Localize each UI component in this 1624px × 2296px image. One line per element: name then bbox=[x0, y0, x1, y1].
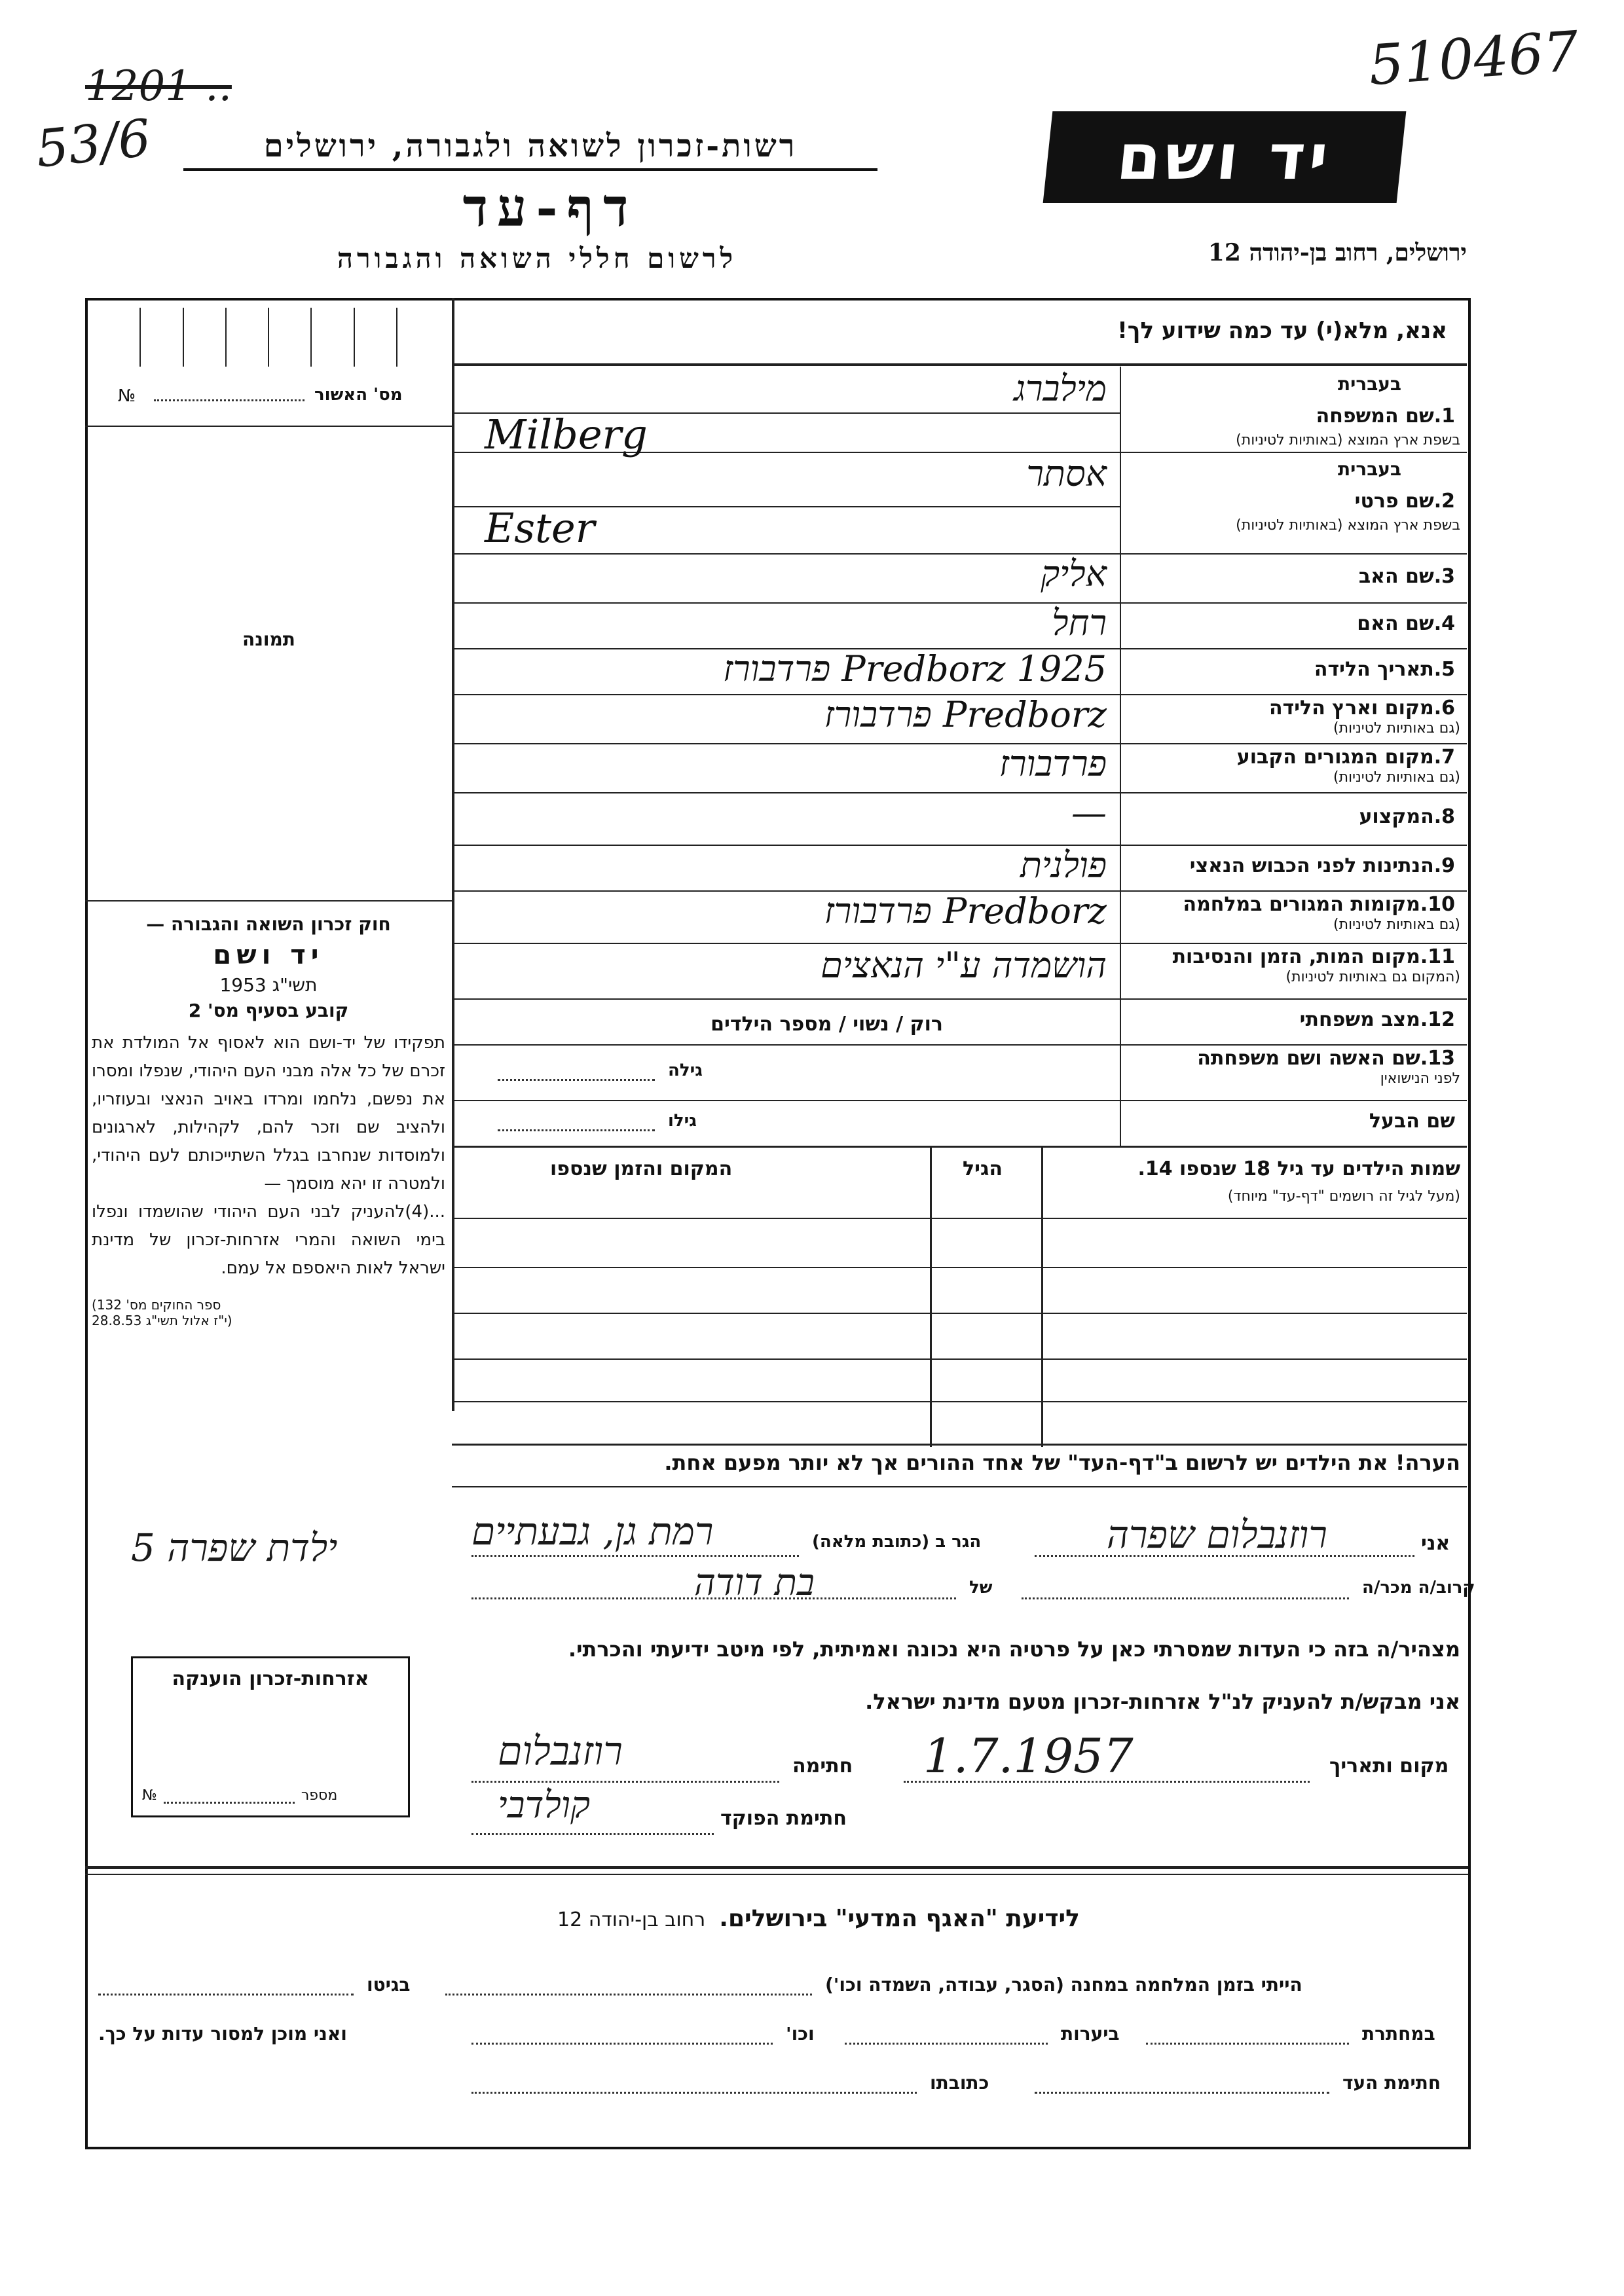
side-note: 5 ילדת שפרה bbox=[131, 1525, 338, 1570]
field-value: פולנית bbox=[1020, 845, 1107, 886]
field-label-text: מקום המגורים הקבוע bbox=[1236, 746, 1434, 769]
field-label-text: שם המשפחה bbox=[1316, 405, 1434, 428]
field-label-4 bbox=[1126, 612, 1460, 635]
field-label-1 bbox=[1126, 405, 1460, 428]
yad-vashem-logo bbox=[1043, 111, 1407, 203]
archive-note: 53/6 bbox=[33, 109, 154, 179]
science-line1-a: הייתי בזמן המלחמה במחנה (הסגר, עבודה, השמדה וכו') bbox=[825, 1974, 1302, 1995]
field-value: רוק / נשוי / מספר הילדים bbox=[710, 1013, 943, 1036]
of-value: בת דודה bbox=[694, 1561, 815, 1604]
cert-box bbox=[131, 1656, 410, 1817]
approval-label: מס' האשור bbox=[314, 385, 403, 405]
field-label-text: מקום וארץ הלידה bbox=[1268, 697, 1434, 720]
field-label-text: תאריך הלידה bbox=[1314, 658, 1434, 681]
field-sub: (גם באותיות לטיניות) bbox=[1333, 769, 1460, 786]
field-label-text: שם הבעל bbox=[1369, 1110, 1455, 1133]
i-value: רוזנבלום שפרה bbox=[1107, 1512, 1327, 1557]
form-title: דף-עד bbox=[462, 177, 638, 238]
i-label: אני bbox=[1421, 1532, 1450, 1555]
field-value-latin: Ester bbox=[485, 503, 595, 552]
approval-boxes bbox=[98, 308, 439, 367]
field-label-text: המקצוע bbox=[1359, 805, 1434, 828]
field-sub: (גם באותיות לטיניות) bbox=[1333, 917, 1460, 933]
field-label-text: מקום המות, הזמן והנסיבות bbox=[1172, 945, 1420, 968]
science-line3-a: חתימת העד bbox=[1342, 2072, 1441, 2094]
field-sub: בשפת ארץ המוצא (באותיות לטיניות) bbox=[1236, 517, 1460, 534]
field-num: 9. bbox=[1433, 854, 1455, 877]
form-subtitle: לרשום חללי השואה והגבורה bbox=[337, 242, 737, 274]
science-address: רחוב בן-יהודה 12 bbox=[557, 1908, 706, 1931]
field-sub: (גם באותיות לטיניות) bbox=[1333, 720, 1460, 737]
field-value-hebrew: אסתר bbox=[1026, 453, 1107, 494]
field-sub: (המקום גם באותיות לטיניות) bbox=[1285, 969, 1460, 985]
field-label-8 bbox=[1126, 805, 1460, 828]
field-label-3 bbox=[1126, 565, 1460, 588]
children-age-header: הגיל bbox=[963, 1157, 1003, 1180]
authority-line: רשות-זכרון לשואה ולגבורה, ירושלים bbox=[183, 128, 877, 171]
field-num: 1. bbox=[1433, 405, 1455, 428]
field-label-13 bbox=[1126, 1047, 1460, 1070]
note-text: הערה! את הילדים יש לרשום ב"דף-העד" של אחד ההורים אך לא יותר מפעם אחת. bbox=[664, 1450, 1460, 1475]
children-num: 14. bbox=[1137, 1157, 1173, 1180]
age-label: גילו bbox=[668, 1111, 697, 1131]
age-label: גילה bbox=[668, 1060, 703, 1080]
date-value: 1.7.1957 bbox=[923, 1728, 1134, 1783]
law-clause: קובע בסעיף מס' 2 bbox=[188, 1000, 349, 1021]
law-block bbox=[92, 913, 445, 1328]
resides-label: הגר ב (כתובת מלאה) bbox=[812, 1532, 982, 1552]
statement: מצהיר/ה בזה כי העדות שמסרתי כאן על פרטיה היא נכונה ואמיתית, לפי מיטב ידיעתי והכרתי. bbox=[568, 1637, 1460, 1662]
officer-value: קולדבי bbox=[498, 1784, 591, 1827]
field-value: פרדבורז bbox=[999, 743, 1107, 784]
cert-no-label: מספר bbox=[301, 1787, 338, 1804]
children-place-header: המקום והזמן שנספו bbox=[550, 1157, 733, 1180]
field-label-14 bbox=[1126, 1110, 1460, 1133]
field-label-text: שם האב bbox=[1358, 564, 1434, 588]
law-title: חוק זכרון השואה והגבורה — bbox=[146, 913, 391, 935]
resides-value: רמת גן, גבעתיים bbox=[471, 1509, 714, 1554]
law-text: תפקידו של יד-ושם הוא לאסוף אל המולדת את זכרם של כל אלה מבני העם היהודי, שנפלו ומסרו את נפשם, נלחמו ומרדו באויב הנאצי ובעוזריו, ולהציב שם וזכר להם, לקהילות, לארגונים ולמוסדות שנחרבו בגלל השתייכותם לעם היהודי, ולמטרה זו יהא מוסמך — bbox=[92, 1033, 445, 1194]
field-label-text: מקומות המגורים במלחמה bbox=[1183, 893, 1420, 916]
field-num: 5. bbox=[1433, 658, 1455, 681]
approval-no: № bbox=[118, 386, 136, 406]
science-title: לידיעת "האגף המדעי" בירושלים. bbox=[719, 1905, 1080, 1932]
law-year: תשי"ג 1953 bbox=[219, 974, 318, 996]
science-block bbox=[458, 1905, 1179, 1932]
field-label-text: הנתינות לפני הכבוש הנאצי bbox=[1189, 854, 1434, 877]
science-line2-d: ואני מוכן למסור עדות על כך. bbox=[98, 2023, 347, 2045]
officer-label: חתימת הפוקד bbox=[720, 1807, 847, 1830]
place-date-label: מקום ותאריך bbox=[1329, 1755, 1449, 1777]
field-num: 11. bbox=[1420, 945, 1455, 968]
request: אני מבקש/ת להעניק לנ"ל אזרחות-זכרון מטעם מדינת ישראל. bbox=[865, 1689, 1460, 1714]
field-label-7 bbox=[1126, 746, 1460, 769]
signature-value: רוזנבלום bbox=[498, 1728, 623, 1774]
field-num: 3. bbox=[1433, 564, 1455, 588]
instruction: אנא, מלא(י) עד כמה שידוע לך! bbox=[1117, 318, 1447, 344]
science-line3-b: כתובתו bbox=[930, 2072, 989, 2094]
crossed-note: 1201 .. bbox=[85, 62, 232, 111]
file-number: 510467 bbox=[1366, 18, 1581, 98]
law-ref: (ספר החוקים מס' 132 bbox=[92, 1297, 221, 1313]
field-num: 2. bbox=[1433, 490, 1455, 513]
relative-label: קרוב/ה מכר/ה bbox=[1362, 1578, 1475, 1597]
law-name: יד ושם bbox=[213, 940, 324, 970]
field-label-9 bbox=[1126, 854, 1460, 877]
children-label bbox=[1048, 1157, 1460, 1180]
field-num: 6. bbox=[1433, 697, 1455, 720]
field-label-6 bbox=[1126, 697, 1460, 720]
field-label-text: מצב משפחתי bbox=[1299, 1008, 1420, 1031]
field-label-5 bbox=[1126, 658, 1460, 681]
science-line2-c: וכו' bbox=[786, 2023, 815, 2045]
address: ירושלים, רחוב בן-יהודה 12 bbox=[1208, 239, 1467, 266]
science-line1-b: בגיטו bbox=[367, 1974, 411, 1995]
cert-no: № bbox=[142, 1787, 157, 1804]
field-value: Predborz פרדבורז bbox=[824, 890, 1107, 932]
field-value: — bbox=[1071, 792, 1107, 833]
science-line2-a: במחתרת bbox=[1362, 2023, 1435, 2045]
field-value: הושמדה ע"י הנאצים bbox=[821, 944, 1107, 986]
field-label-text: שם האשה ושם משפחתה bbox=[1197, 1047, 1420, 1070]
field-label-10 bbox=[1126, 893, 1460, 916]
field-num: 13. bbox=[1420, 1047, 1455, 1070]
field-value-hebrew: מילברג bbox=[1014, 368, 1107, 409]
field-value: רחל bbox=[1052, 602, 1107, 644]
photo-label: תמונה bbox=[242, 629, 295, 650]
law-date: י"ז אלול תשי"ג 28.8.53) bbox=[92, 1313, 232, 1328]
field-num: 8. bbox=[1433, 805, 1455, 828]
logo-text: יד ושם bbox=[1113, 120, 1336, 194]
children-sub: (מעל לגיל זה רושמים "דף-עד" מיוחד) bbox=[1227, 1188, 1460, 1205]
field-sub-hebrew: בעברית bbox=[1337, 373, 1401, 395]
field-label-text: שם האם bbox=[1357, 612, 1434, 635]
signature-label: חתימה bbox=[792, 1755, 853, 1777]
field-sub-hebrew: בעברית bbox=[1337, 458, 1401, 480]
science-line2-b: ביערות bbox=[1061, 2023, 1120, 2045]
field-sub: בשפת ארץ המוצא (באותיות לטיניות) bbox=[1236, 432, 1460, 448]
field-num: 7. bbox=[1433, 746, 1455, 769]
field-label-12 bbox=[1126, 1008, 1460, 1031]
field-num: 10. bbox=[1420, 893, 1455, 916]
law-text-2: ...(4)להעניק לבני העם היהודי שהושמדו ונפלו בימי השואה והמרי אזרחות-זכרון של מדינת ישראל לאות היאספם אל עמם. bbox=[92, 1202, 445, 1278]
children-label-text: שמות הילדים עד גיל 18 שנספו bbox=[1179, 1157, 1460, 1180]
field-sub: לפני הנישואין bbox=[1380, 1070, 1460, 1087]
field-value-latin: Milberg bbox=[485, 410, 648, 458]
cert-label: אזרחות-זכרון הוענקה bbox=[172, 1667, 369, 1690]
field-num: 4. bbox=[1433, 612, 1455, 635]
field-num: 12. bbox=[1420, 1008, 1455, 1031]
field-value: Predborz 1925 פרדבורז bbox=[723, 648, 1107, 689]
of-label: של bbox=[969, 1578, 993, 1597]
field-value: Predborz פרדבורז bbox=[824, 694, 1107, 735]
field-label-2 bbox=[1126, 490, 1460, 513]
field-label-text: שם פרטי bbox=[1354, 490, 1434, 513]
field-label-11 bbox=[1126, 945, 1460, 968]
field-value: אליק bbox=[1041, 553, 1107, 594]
